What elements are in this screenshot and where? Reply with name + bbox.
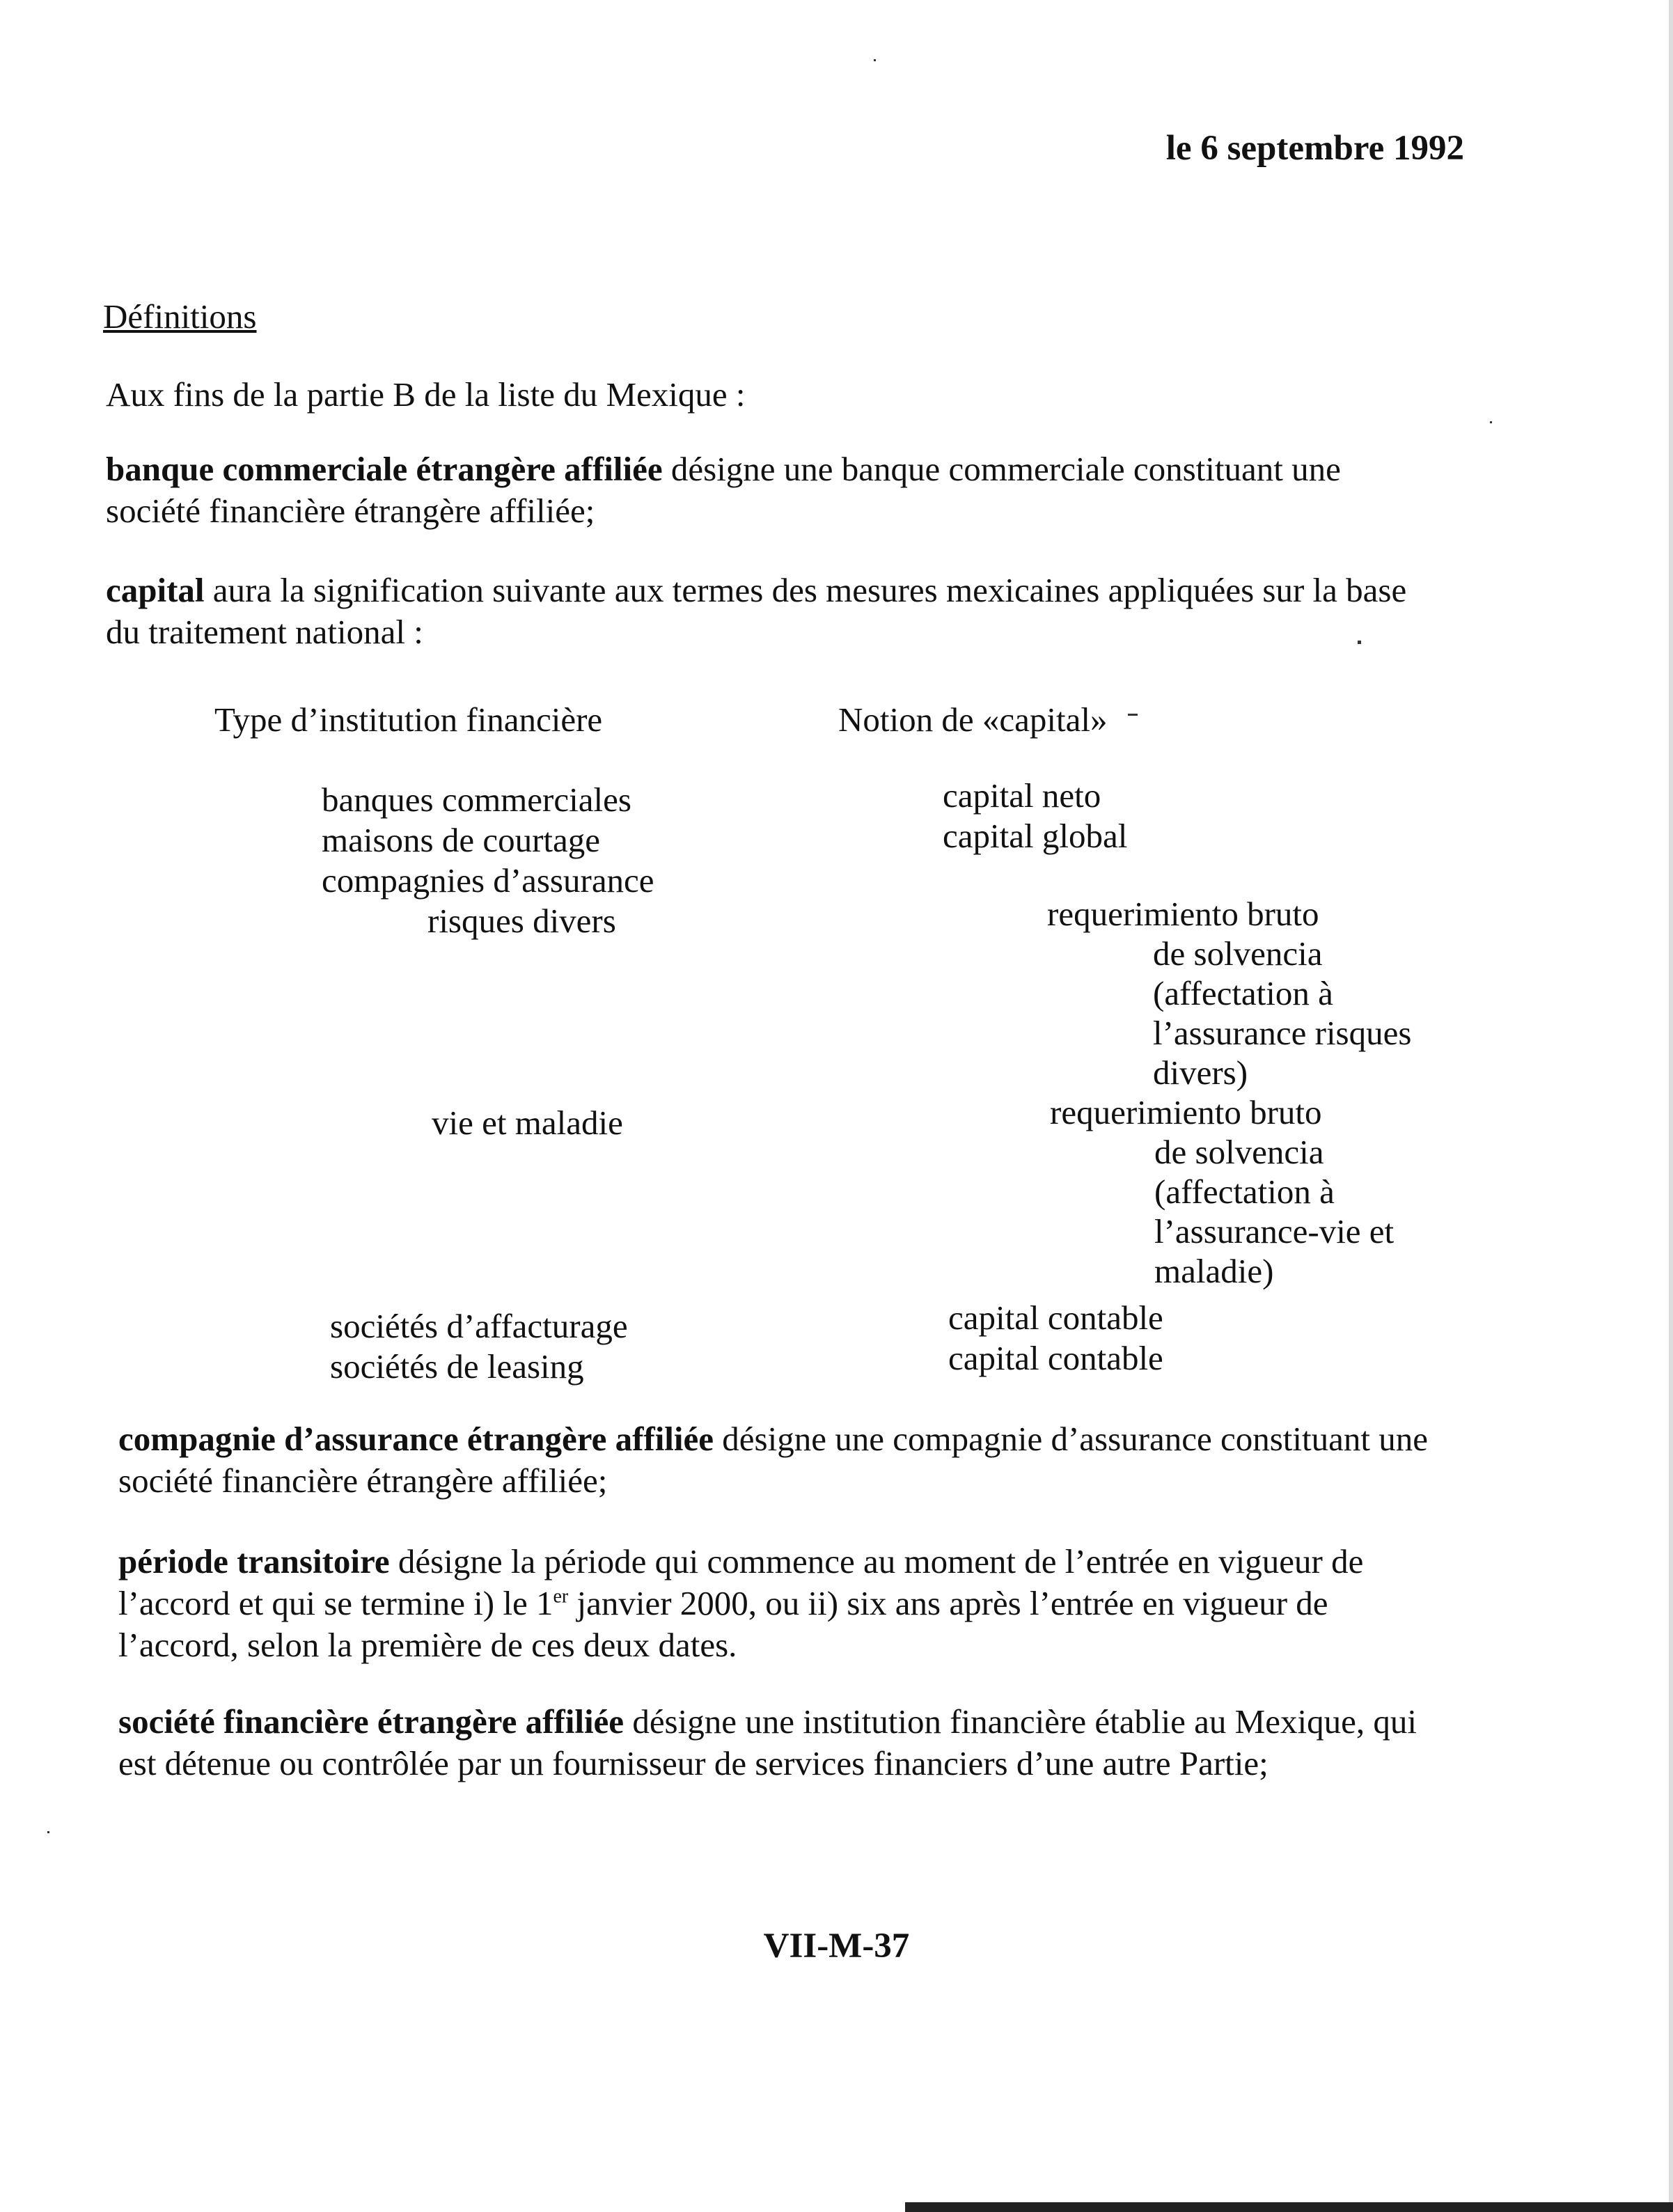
- table-cell-neto: capital neto: [943, 776, 1101, 815]
- table-cell-leasing: sociétés de leasing: [330, 1347, 584, 1386]
- table-cell-req1-line: de solvencia: [1153, 934, 1323, 973]
- definition-text: désigne une institution financière établie au Mexique, qui est détenue ou contrôlée par un fournisseur de services financiers d’une autre Partie;: [118, 1702, 1417, 1782]
- scan-speck: [47, 1831, 49, 1833]
- page-number: VII-M-37: [763, 1927, 910, 1966]
- definition-term: période transitoire: [118, 1542, 390, 1580]
- scan-edge: [1669, 0, 1673, 2212]
- table-cell-banques: banques commerciales: [322, 781, 631, 819]
- table-cell-compagnies: compagnies d’assurance: [322, 861, 654, 900]
- table-cell-req1: requerimiento bruto: [1047, 895, 1319, 933]
- table-cell-affacturage: sociétés d’affacturage: [330, 1307, 628, 1345]
- definition-text: janvier 2000, ou ii) six ans après l’entrée en vigueur de l’accord, selon la première de ces deux dates.: [118, 1584, 1328, 1664]
- definition-text: désigne la période qui commence au moment de l’entrée en vigueur de l’accord et qui se termine i) le 1: [118, 1542, 1364, 1622]
- scan-speck: [874, 59, 876, 61]
- intro-paragraph: Aux fins de la partie B de la liste du Mexique :: [106, 375, 746, 414]
- definition-term: banque commerciale étrangère affiliée: [106, 450, 663, 488]
- definition-text: désigne une compagnie d’assurance constituant une société financière étrangère affiliée;: [118, 1420, 1428, 1500]
- section-heading: Définitions: [103, 297, 257, 336]
- column-header-institution: Type d’institution financière: [214, 700, 603, 739]
- definition-banque: [106, 448, 1429, 532]
- definition-societe: [118, 1701, 1441, 1784]
- scan-speck: [1358, 641, 1361, 644]
- table-cell-req2: requerimiento bruto: [1050, 1093, 1322, 1131]
- column-header-capital: Notion de «capital»: [838, 700, 1108, 739]
- definition-term: capital: [106, 571, 205, 609]
- definition-text: aura la signification suivante aux termes des mesures mexicaines appliquées sur la base du traitement national :: [106, 571, 1407, 651]
- table-cell-req2-line: l’assurance-vie et: [1154, 1212, 1395, 1250]
- definition-term: compagnie d’assurance étrangère affiliée: [118, 1420, 714, 1458]
- table-cell-maisons: maisons de courtage: [322, 821, 601, 859]
- ordinal-superscript: er: [553, 1585, 569, 1608]
- table-cell-req2-line: de solvencia: [1154, 1133, 1324, 1171]
- table-cell-req1-line: l’assurance risques: [1153, 1014, 1412, 1052]
- table-cell-req1-line: (affectation à: [1153, 974, 1333, 1012]
- scan-speck: [1490, 421, 1492, 423]
- table-cell-req2-line: (affectation à: [1154, 1172, 1335, 1211]
- table-cell-global: capital global: [943, 817, 1128, 855]
- table-cell-risques: risques divers: [427, 902, 616, 940]
- table-cell-req1-line: divers): [1153, 1053, 1248, 1092]
- table-cell-contable: capital contable: [948, 1339, 1163, 1377]
- definition-capital: [106, 570, 1429, 653]
- scan-bottom-edge: [905, 2202, 1673, 2212]
- definition-term: société financière étrangère affiliée: [118, 1702, 625, 1741]
- definition-periode: [118, 1541, 1441, 1666]
- definition-compagnie: [118, 1418, 1441, 1502]
- scan-speck: [1128, 714, 1138, 716]
- definition-text: désigne une banque commerciale constituant une société financière étrangère affiliée;: [106, 450, 1341, 530]
- table-cell-req2-line: maladie): [1154, 1252, 1274, 1290]
- table-cell-vie: vie et maladie: [432, 1104, 623, 1142]
- table-cell-contable: capital contable: [948, 1299, 1163, 1337]
- document-date: le 6 septembre 1992: [1165, 129, 1464, 168]
